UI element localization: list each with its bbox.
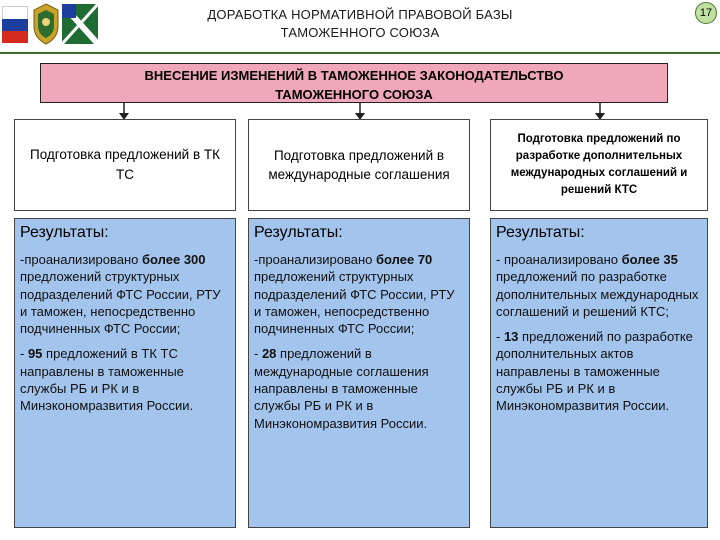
customs-flag-icon (62, 4, 98, 44)
result-text: предложений в ТК ТС направлены в таможенные службы РБ и РК и в Минэкономразвития России. (20, 346, 194, 414)
result-figure: более 300 (142, 252, 206, 267)
result-item (496, 251, 701, 320)
arrow-down-icon (355, 103, 365, 120)
result-text: предложений по разработке дополнительных актов направлены в таможенные службы РБ и РК и в Минэкономразвития России. (496, 329, 693, 414)
customs-emblem-icon (30, 2, 62, 46)
result-text: -проанализировано (254, 252, 377, 267)
results-label: Результаты: (254, 224, 343, 241)
main-heading-line-1: ВНЕСЕНИЕ ИЗМЕНЕНИЙ В ТАМОЖЕННОЕ ЗАКОНОДАТЕЛЬСТВО (144, 68, 564, 83)
russia-flag-icon (2, 6, 28, 42)
column-heading-text: Подготовка предложений по разработке дополнительных международных соглашений и решений КТС (510, 133, 688, 196)
customs-logo (0, 0, 100, 48)
main-heading-line-2: ТАМОЖЕННОГО СОЮЗА (275, 87, 433, 102)
result-text: предложений структурных подразделений ФТС России, РТУ и таможен, непосредственно подчиненных ФТС России; (254, 269, 455, 337)
results-label: Результаты: (496, 224, 585, 241)
result-text: - (254, 346, 262, 362)
result-text: - (496, 329, 504, 345)
title-line-2: ТАМОЖЕННОГО СОЮЗА (280, 25, 440, 40)
column-heading-additional (490, 119, 708, 211)
result-text: - проанализировано (496, 252, 622, 267)
result-item (496, 328, 701, 414)
arrow-down-icon (595, 103, 605, 120)
result-text: - (20, 346, 28, 362)
column-heading-text: Подготовка предложений в международные соглашения (268, 148, 450, 182)
results-panel-tk-ts (14, 218, 236, 528)
results-panel-international (248, 218, 470, 528)
page-title (150, 6, 570, 42)
result-item (20, 345, 229, 414)
column-heading-text: Подготовка предложений в ТК ТС (30, 147, 220, 182)
results-panel-additional (490, 218, 708, 528)
title-line-1: ДОРАБОТКА НОРМАТИВНОЙ ПРАВОВОЙ БАЗЫ (207, 7, 513, 22)
page-number-badge: 17 (695, 2, 717, 24)
main-heading-box (40, 63, 668, 103)
result-figure: 13 (503, 329, 519, 345)
result-text: предложений в международные соглашения направлены в таможенные службы РБ и РК и в Минэкономразвития России. (254, 346, 429, 431)
result-figure: более 70 (376, 252, 433, 267)
result-figure: более 35 (621, 252, 678, 267)
result-text: предложений структурных подразделений ФТС России, РТУ и таможен, непосредственно подчиненных ФТС России; (20, 269, 221, 337)
result-text: -проанализировано (20, 252, 143, 267)
column-heading-tk-ts (14, 119, 236, 211)
result-figure: 28 (261, 346, 277, 362)
header-divider (0, 52, 720, 54)
result-item (254, 345, 463, 431)
result-item (254, 251, 463, 337)
results-label: Результаты: (20, 224, 109, 241)
result-item (20, 251, 229, 337)
arrow-down-icon (119, 103, 129, 120)
result-text: предложений по разработке дополнительных международных соглашений и решений КТС; (496, 269, 699, 319)
column-heading-international (248, 119, 470, 211)
result-figure: 95 (27, 346, 43, 362)
